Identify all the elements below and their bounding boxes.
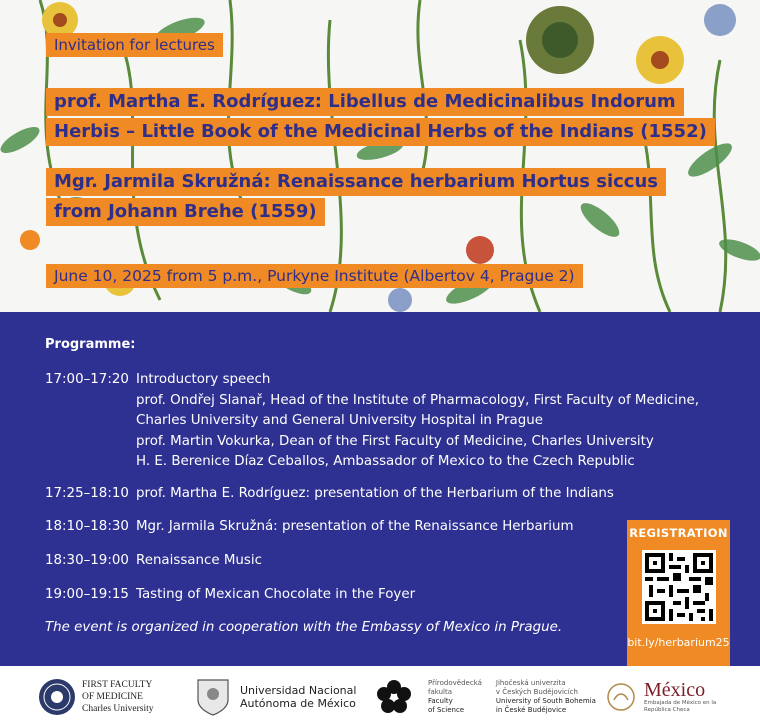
programme-line: Charles University and General University Hospital in Prague [136, 413, 543, 428]
programme-time: 18:30–19:00 [45, 553, 129, 568]
unam-shield-icon [196, 678, 230, 716]
programme-line: Introductory speech [136, 372, 271, 387]
unam-line: Universidad Nacional [240, 684, 357, 697]
jcu-line: University of South Bohemia [495, 697, 596, 705]
programme-description: Tasting of Mexican Chocolate in the Foyer [136, 587, 416, 602]
lecture1-title-line1: prof. Martha E. Rodríguez: Libellus de Medicinalibus Indorum [46, 88, 684, 116]
programme-line: prof. Ondřej Slanař, Head of the Institute of Pharmacology, First Faculty of Medicine, [136, 392, 699, 408]
pf-line: Přírodovědecká [428, 679, 482, 687]
programme-heading: Programme: [45, 337, 136, 352]
lecture2-title-line2: from Johann Brehe (1559) [46, 198, 325, 226]
pf-line: Faculty [428, 697, 453, 705]
pf-line: of Science [428, 706, 465, 714]
footer-logos [0, 666, 760, 728]
qr-code-icon[interactable] [642, 550, 716, 624]
programme-description: prof. Martha E. Rodríguez: presentation of the Herbarium of the Indians [136, 486, 614, 501]
programme-section [0, 312, 760, 666]
mexico-coat-of-arms-icon [606, 682, 636, 712]
mexico-sub-line: Embajada de México en la [644, 700, 717, 706]
programme-description: Mgr. Jarmila Skružná: presentation of the Renaissance Herbarium [136, 519, 574, 534]
programme-time: 19:00–19:15 [45, 587, 129, 602]
lf1-line: OF MEDICINE [82, 692, 143, 702]
programme-line: H. E. Berenice Díaz Ceballos, Ambassador of Mexico to the Czech Republic [136, 454, 635, 469]
programme-time: 17:25–18:10 [45, 486, 129, 501]
mexico-embassy-logo [606, 666, 716, 728]
science-faculty-logo [376, 666, 596, 728]
registration-box[interactable] [627, 520, 730, 666]
cooperation-note: The event is organized in cooperation with the Embassy of Mexico in Prague. [45, 620, 563, 635]
unam-line: Autónoma de México [240, 697, 356, 710]
programme-time: 18:10–18:30 [45, 519, 129, 534]
invitation-label: Invitation for lectures [46, 33, 223, 57]
programme-line: prof. Martin Vokurka, Dean of the First Faculty of Medicine, Charles University [136, 433, 654, 449]
flower-logo-icon [376, 679, 412, 715]
mexico-name: México [644, 679, 706, 701]
unam-logo [196, 666, 356, 728]
lf1-line: FIRST FACULTY [82, 680, 153, 690]
hero-banner [0, 0, 760, 312]
programme-description [136, 370, 699, 473]
programme-description: Renaissance Music [136, 553, 262, 568]
lf1-logo [38, 666, 154, 728]
charles-university-seal-icon [38, 678, 76, 716]
event-date-location: June 10, 2025 from 5 p.m., Purkyne Institute (Albertov 4, Prague 2) [46, 264, 583, 288]
lecture1-title-line2: Herbis – Little Book of the Medicinal Herbs of the Indians (1552) [46, 118, 715, 146]
mexico-sub-line: República Checa [644, 707, 690, 713]
jcu-line: Jihočeská univerzita [495, 679, 566, 687]
lecture2-title-line1: Mgr. Jarmila Skružná: Renaissance herbarium Hortus siccus [46, 168, 666, 196]
programme-time: 17:00–17:20 [45, 372, 129, 387]
registration-title: REGISTRATION [629, 526, 728, 540]
pf-line: fakulta [428, 688, 453, 696]
registration-link[interactable]: bit.ly/herbarium25 [627, 636, 730, 649]
jcu-line: v Českých Budějovicích [495, 688, 578, 696]
lf1-line: Charles University [82, 704, 154, 714]
jcu-line: in České Budějovice [495, 706, 567, 714]
